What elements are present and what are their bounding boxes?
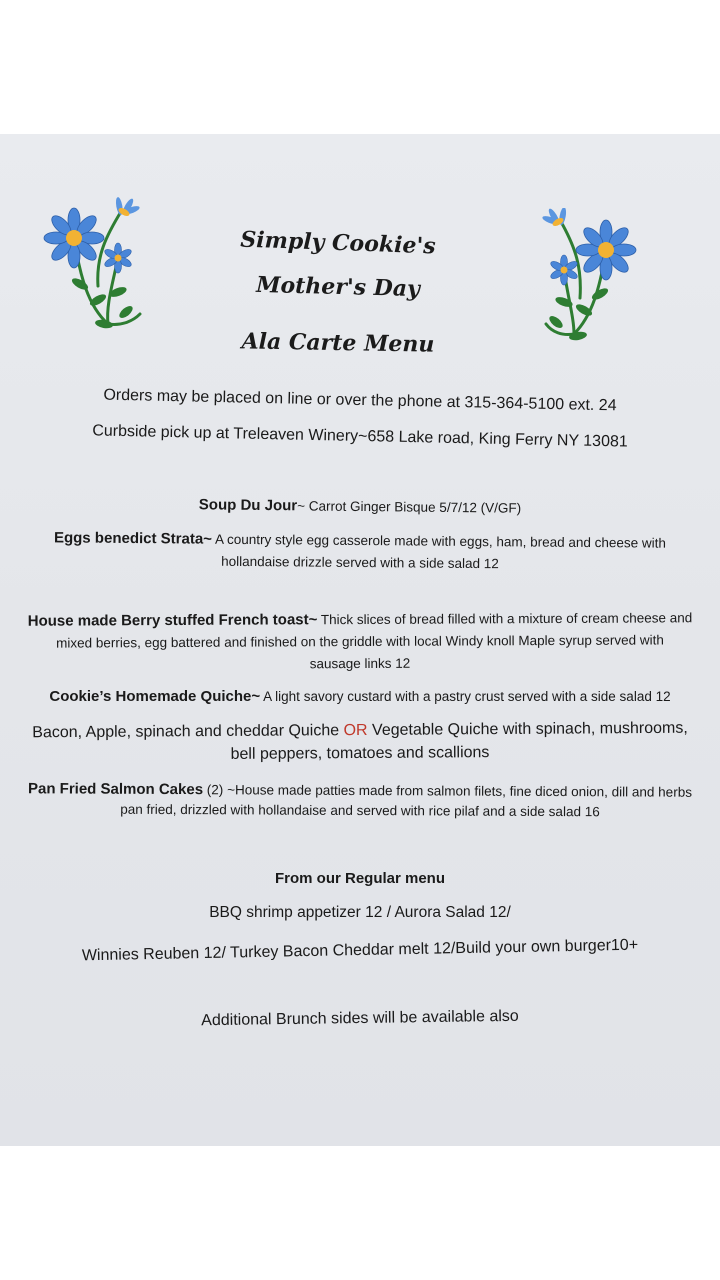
quiche-option-b: Vegetable Quiche with spinach, mushrooms, [367, 719, 688, 739]
menu-item-salmon [0, 780, 720, 801]
menu-item-strata [0, 529, 720, 552]
menu-title-line2: Mother's Day [255, 271, 421, 303]
ordering-phone-line: Orders may be placed on line or over the phone at 315-364-5100 ext. 24 [103, 386, 617, 415]
quiche-option-a: Bacon, Apple, spinach and cheddar Quiche [32, 722, 344, 742]
menu-title-line3: Ala Carte Menu [241, 328, 435, 358]
salmon-name: Pan Fried Salmon Cakes [27, 780, 204, 799]
menu-title-line1: Simply Cookie's [239, 226, 437, 260]
soup-name: Soup Du Jour [198, 496, 298, 515]
salmon-desc-line2: pan fried, drizzled with hollandaise and served with rice pilaf and a side salad 16 [120, 801, 600, 820]
additional-sides-note: Additional Brunch sides will be available also [201, 1007, 519, 1030]
menu-item-soup [0, 494, 720, 519]
quiche-name: Cookie’s Homemade Quiche~ [49, 688, 261, 705]
menu-item-quiche [0, 688, 720, 705]
french-toast-desc-line1: Thick slices of bread filled with a mixture of cream cheese and [317, 610, 693, 628]
french-toast-name: House made Berry stuffed French toast~ [27, 611, 318, 630]
quiche-or-label: OR [343, 721, 368, 740]
strata-desc-line2: hollandaise drizzle served with a side salad 12 [221, 553, 499, 572]
salmon-count: (2) [203, 782, 228, 798]
menu-item-french-toast [0, 609, 720, 630]
quiche-options-line2: bell peppers, tomatoes and scallions [230, 744, 490, 763]
strata-name: Eggs benedict Strata~ [53, 529, 213, 548]
flower-right-icon [540, 208, 644, 348]
regular-menu-line2: Winnies Reuben 12/ Turkey Bacon Cheddar melt 12/Build your own burger10+ [81, 936, 639, 965]
regular-menu-heading: From our Regular menu [274, 870, 446, 887]
regular-menu-line1: BBQ shrimp appetizer 12 / Aurora Salad 12/ [209, 904, 511, 921]
quiche-desc: A light savory custard with a pastry crust served with a side salad 12 [260, 689, 671, 704]
salmon-desc-line1: ~House made patties made from salmon filets, fine diced onion, dill and herbs [227, 782, 693, 800]
french-toast-desc-line2: mixed berries, egg battered and finished on the griddle with local Windy knoll Maple syrup served with [56, 632, 664, 651]
menu-sheet [0, 134, 720, 1146]
pickup-address-line: Curbside pick up at Treleaven Winery~658 Lake road, King Ferry NY 13081 [92, 422, 628, 451]
french-toast-desc-line3: sausage links 12 [309, 655, 411, 672]
strata-desc-line1: A country style egg casserole made with eggs, ham, bread and cheese with [211, 531, 667, 551]
quiche-options-line1 [0, 719, 720, 742]
soup-desc: ~ Carrot Ginger Bisque 5/7/12 (V/GF) [297, 498, 522, 516]
